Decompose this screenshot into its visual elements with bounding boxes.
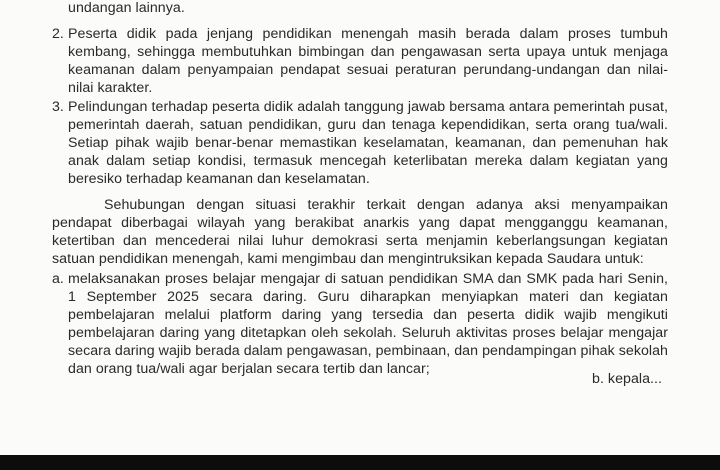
bottom-black-bar (0, 455, 720, 470)
paragraph-line-1: Sehubungan dengan situasi terakhir terkait dengan adanya aksi menyampaikan (104, 197, 668, 213)
paragraph-line-2: pendapat diberbagai wilayah yang berakibat anarkis yang dapat mengganggu keamanan, (52, 215, 668, 231)
item-3-number: 3. (52, 99, 64, 115)
item-a-line-2: 1 September 2025 secara daring. Guru diharapkan menyiapkan materi dan kegiatan (68, 289, 668, 305)
item-2-line-1: Peserta didik pada jenjang pendidikan menengah masih berada dalam proses tumbuh (68, 26, 668, 42)
item-3-line-1: Pelindungan terhadap peserta didik adalah tanggung jawab bersama antara pemerintah pusat, (68, 99, 668, 115)
item-2-line-2: kembang, sehingga membutuhkan bimbingan dan pengawasan serta upaya untuk menjaga (68, 44, 668, 60)
item-2-line-3: keamanan dalam penyampaian pendapat sesuai peraturan perundang-undangan dan nilai- (68, 62, 668, 78)
item-3-line-5: beresiko terhadap keamanan dan keselamatan. (68, 171, 370, 187)
item-a-line-6: dan orang tua/wali agar berjalan secara tertib dan lancar; (68, 361, 430, 377)
paragraph-line-4: satuan pendidikan menengah, kami mengimbau dan mengintruksikan kepada Saudara untuk: (52, 251, 644, 267)
paragraph-line-3: ketertiban dan mencederai nilai luhur demokrasi serta menjamin keberlangsungan kegiatan (52, 233, 668, 249)
item-1-tail: undangan lainnya. (68, 0, 185, 16)
item-3-line-2: pemerintah daerah, satuan pendidikan, guru dan tenaga kependidikan, serta orang tua/wali. (68, 117, 668, 133)
item-a-line-5: secara daring wajib berada dalam pengawasan, pembinaan, dan pendampingan pihak sekolah (68, 343, 668, 359)
item-3-line-3: Setiap pihak wajib benar-benar memastikan keselamatan, keamanan, dan pemenuhan hak (68, 135, 668, 151)
item-3-line-4: anak dalam setiap kondisi, termasuk mencegah keterlibatan mereka dalam kegiatan yang (68, 153, 668, 169)
item-a-line-3: pembelajaran melalui platform daring yang tersedia dan peserta didik wajib mengikuti (68, 307, 668, 323)
item-2-number: 2. (52, 26, 64, 42)
item-a-line-4: pembelajaran daring yang ditetapkan oleh sekolah. Seluruh aktivitas proses belajar mengajar (68, 325, 668, 341)
item-a-line-1: melaksanakan proses belajar mengajar di satuan pendidikan SMA dan SMK pada hari Senin, (68, 271, 668, 287)
item-2-line-4: nilai karakter. (68, 80, 153, 96)
item-a-number: a. (52, 271, 64, 287)
continuation-catchword: b. kepala... (592, 371, 663, 387)
